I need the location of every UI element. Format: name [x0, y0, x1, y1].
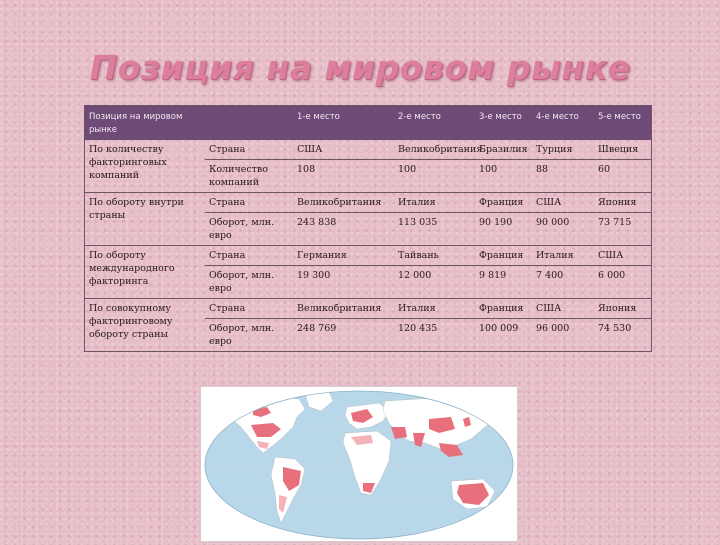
value-cell: Италия: [394, 193, 475, 213]
value-cell: 74 530: [594, 319, 652, 352]
table-row: [85, 246, 652, 266]
value-cell: 90 000: [532, 213, 594, 246]
value-cell: Франция: [475, 246, 532, 266]
world-map: [200, 386, 518, 542]
metric-label: Оборот, млн. евро: [205, 213, 293, 246]
value-cell: Великобритания: [394, 140, 475, 160]
row-group-label: По обороту внутри страны: [85, 193, 206, 246]
value-cell: Турция: [532, 140, 594, 160]
value-cell: 100: [394, 160, 475, 193]
row-group-label: По обороту международного факторинга: [85, 246, 206, 299]
market-position-table: [84, 105, 652, 352]
value-cell: 113 035: [394, 213, 475, 246]
header-cell: Позиция на мировом рынке: [85, 106, 206, 141]
value-cell: Швеция: [594, 140, 652, 160]
value-cell: Бразилия: [475, 140, 532, 160]
value-cell: Япония: [594, 193, 652, 213]
value-cell: 6 000: [594, 266, 652, 299]
value-cell: Япония: [594, 299, 652, 319]
value-cell: 108: [293, 160, 394, 193]
metric-label: Страна: [205, 299, 293, 319]
value-cell: 248 769: [293, 319, 394, 352]
header-cell: 2-е место: [394, 106, 475, 141]
value-cell: 100 009: [475, 319, 532, 352]
value-cell: Италия: [394, 299, 475, 319]
value-cell: Франция: [475, 193, 532, 213]
value-cell: 60: [594, 160, 652, 193]
value-cell: США: [594, 246, 652, 266]
row-group-label: По количеству факторинговых компаний: [85, 140, 206, 193]
value-cell: 9 819: [475, 266, 532, 299]
value-cell: Великобритания: [293, 299, 394, 319]
value-cell: Италия: [532, 246, 594, 266]
value-cell: 96 000: [532, 319, 594, 352]
value-cell: США: [532, 193, 594, 213]
header-cell: 5-е место: [594, 106, 652, 141]
value-cell: США: [532, 299, 594, 319]
header-cell: 1-е место: [293, 106, 394, 141]
metric-label: Страна: [205, 246, 293, 266]
metric-label: Страна: [205, 140, 293, 160]
metric-label: Количество компаний: [205, 160, 293, 193]
value-cell: 90 190: [475, 213, 532, 246]
value-cell: 7 400: [532, 266, 594, 299]
table-header-row: [85, 106, 652, 141]
value-cell: 88: [532, 160, 594, 193]
metric-label: Оборот, млн. евро: [205, 266, 293, 299]
metric-label: Страна: [205, 193, 293, 213]
new-zealand-highlight: [499, 503, 505, 513]
header-cell: [205, 106, 293, 141]
value-cell: 120 435: [394, 319, 475, 352]
value-cell: 12 000: [394, 266, 475, 299]
value-cell: Франция: [475, 299, 532, 319]
value-cell: 19 300: [293, 266, 394, 299]
header-cell: 3-е место: [475, 106, 532, 141]
row-group-label: По совокупному факторинговому обороту страны: [85, 299, 206, 352]
slide-title: Позиция на мировом рынке: [89, 48, 631, 87]
header-cell: 4-е место: [532, 106, 594, 141]
table-row: [85, 193, 652, 213]
value-cell: 243 838: [293, 213, 394, 246]
value-cell: США: [293, 140, 394, 160]
world-map-graphic: [201, 387, 517, 541]
table-row: [85, 299, 652, 319]
value-cell: 100: [475, 160, 532, 193]
table-row: [85, 140, 652, 160]
value-cell: Великобритания: [293, 193, 394, 213]
value-cell: Тайвань: [394, 246, 475, 266]
metric-label: Оборот, млн. евро: [205, 319, 293, 352]
value-cell: Германия: [293, 246, 394, 266]
value-cell: 73 715: [594, 213, 652, 246]
